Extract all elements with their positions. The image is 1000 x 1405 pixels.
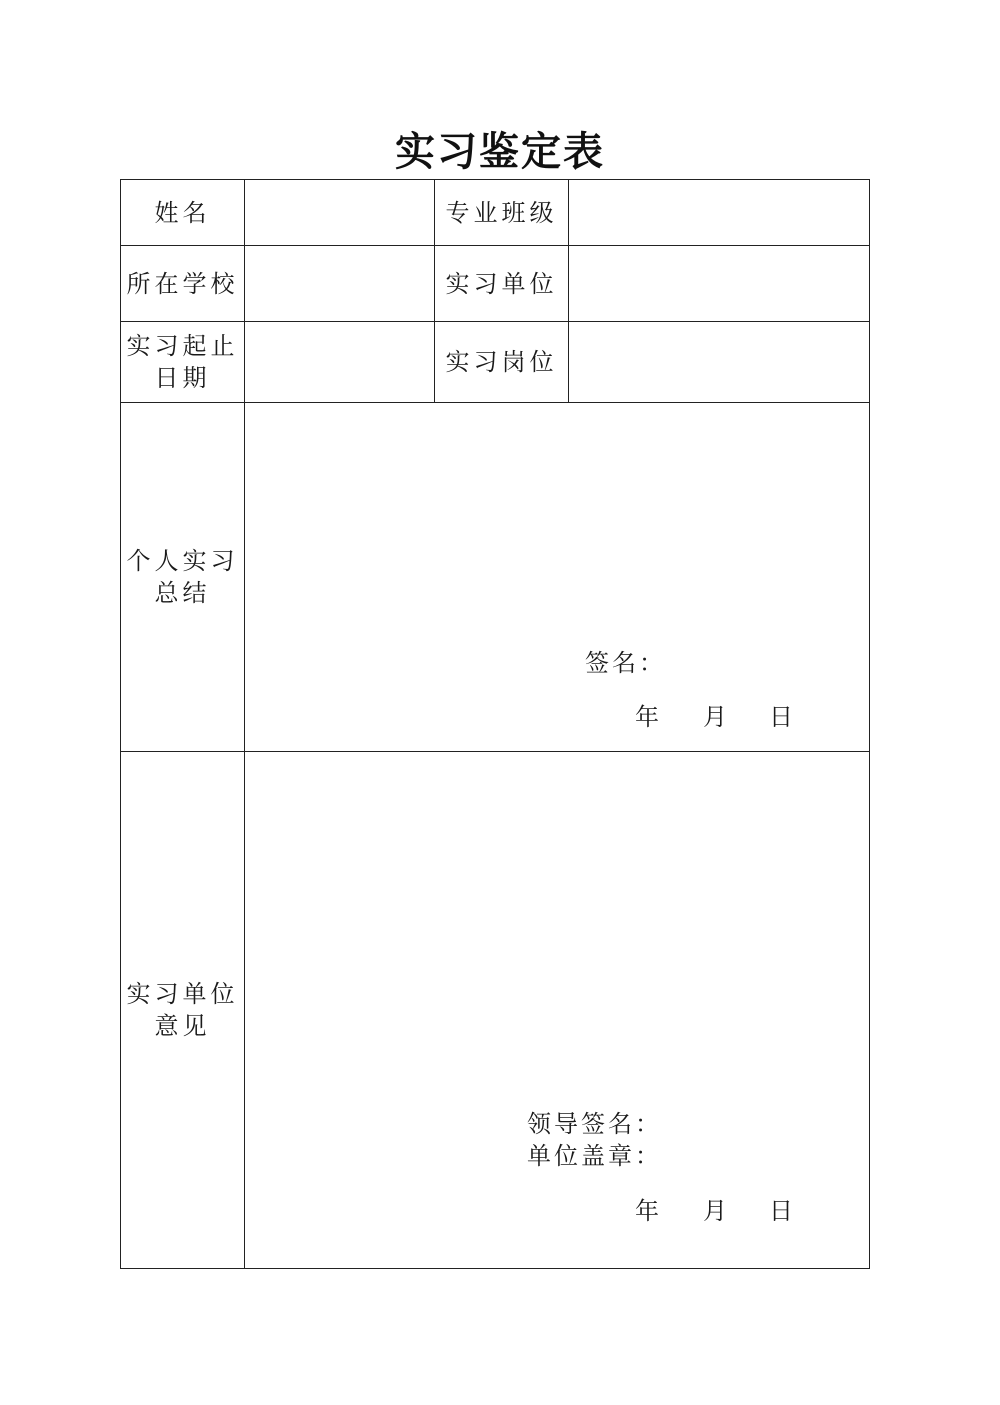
form-row-school [121,246,870,322]
summary-label-cell [121,403,245,752]
leader-signature: 领导签名： [527,1110,662,1138]
summary-date-month: 月 [703,703,731,731]
period-label-line2: 日期 [154,364,211,392]
position-label-cell [435,322,569,403]
unit-label-cell [435,246,569,322]
appraisal-form-table [120,179,870,1269]
summary-signature: 签名： [585,649,666,677]
position-label: 实习岗位 [445,348,558,376]
summary-date-day: 日 [769,703,797,731]
summary-label-line2: 总结 [154,579,211,607]
form-row-summary [121,403,870,752]
opinion-label-line2: 意见 [154,1012,211,1040]
school-field[interactable] [245,246,435,322]
opinion-date-month: 月 [703,1197,731,1225]
name-label-cell [121,180,245,246]
form-row-name [121,180,870,246]
unit-seal: 单位盖章： [527,1142,662,1170]
school-label-cell [121,246,245,322]
summary-date-year: 年 [635,703,663,731]
summary-date [635,701,805,733]
unit-field[interactable] [569,246,870,322]
period-field[interactable] [245,322,435,403]
summary-field[interactable] [245,403,870,752]
period-label-line1: 实习起止 [126,332,239,360]
name-field[interactable] [245,180,435,246]
page-title: 实习鉴定表 [395,128,605,175]
name-label: 姓名 [154,198,211,227]
opinion-date-day: 日 [769,1197,797,1225]
opinion-date [635,1195,805,1227]
major-class-label: 专业班级 [445,198,558,227]
school-label: 所在学校 [126,269,239,298]
form-row-opinion [121,752,870,1269]
major-class-field[interactable] [569,180,870,246]
position-field[interactable] [569,322,870,403]
opinion-field[interactable] [245,752,870,1269]
opinion-date-year: 年 [635,1197,663,1225]
opinion-label-line1: 实习单位 [126,980,239,1008]
major-class-label-cell [435,180,569,246]
summary-label-line1: 个人实习 [126,547,239,575]
period-label-cell [121,322,245,403]
unit-label: 实习单位 [445,269,558,298]
opinion-label-cell [121,752,245,1269]
form-row-period [121,322,870,403]
